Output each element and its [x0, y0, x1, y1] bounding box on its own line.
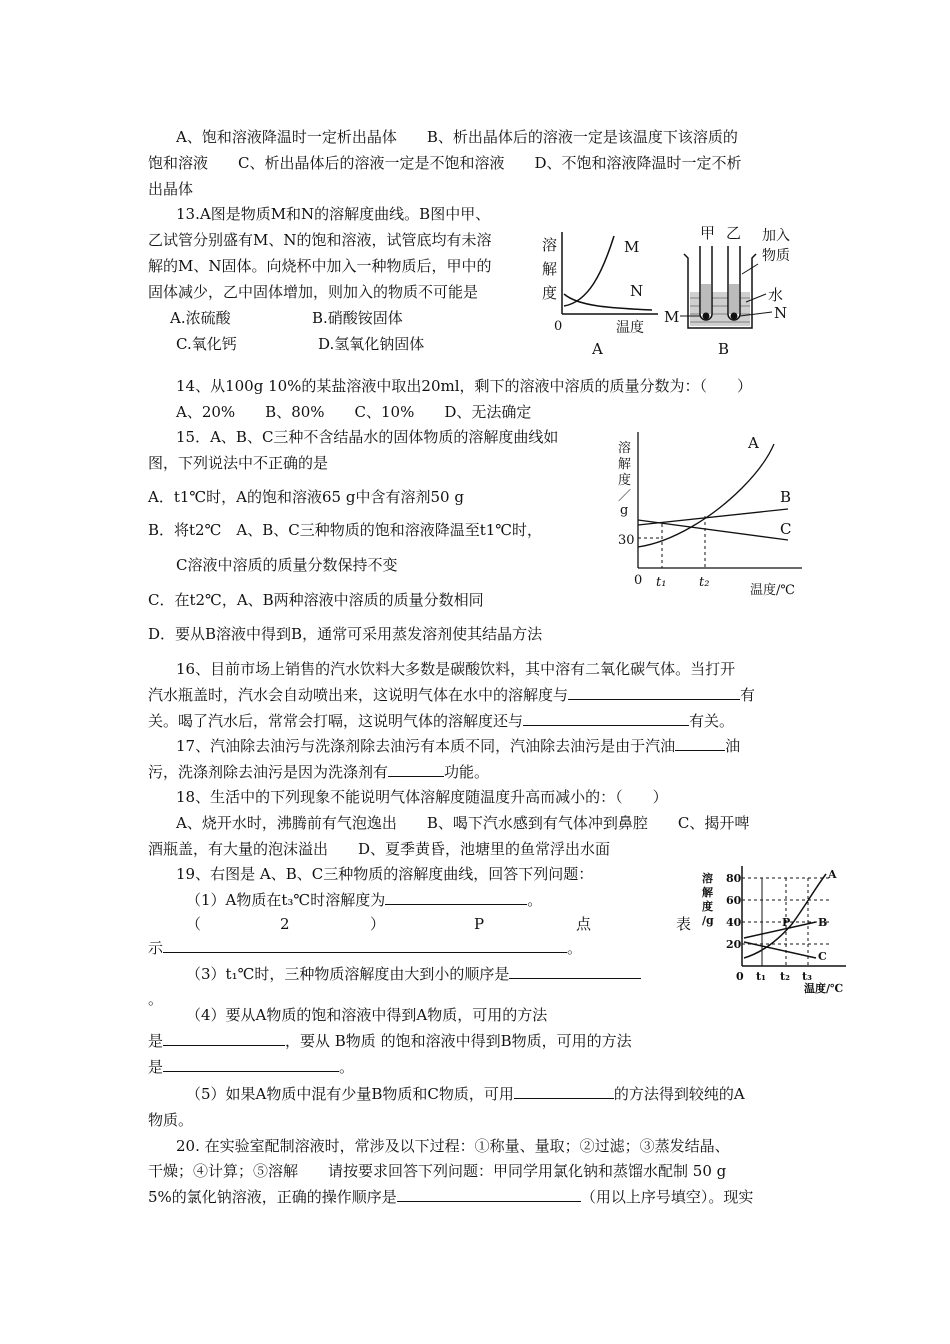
q12-line3: 出晶体: [148, 180, 194, 198]
q16-blank-2[interactable]: [523, 709, 689, 726]
fig-a-curve-m: [564, 236, 614, 306]
q19-sub4-line1: （4）要从A物质的饱和溶液中得到A物质，可用的方法: [186, 1006, 548, 1024]
q17-line2-end: 功能。: [444, 763, 490, 781]
q12-line2: 饱和溶液 C、析出晶体后的溶液一定是不饱和溶液 D、不饱和溶液降温时一定不析: [148, 154, 742, 172]
q19-sub3-text: （3）t₁℃时，三种物质溶解度由大到小的顺序是: [186, 965, 510, 983]
q13-figure-b: [662, 220, 798, 360]
q19-ytick-40: 40: [726, 916, 742, 929]
q13-line2: 乙试管分别盛有M、N的饱和溶液，试管底均有未溶: [148, 231, 492, 249]
q18-stem: 18、生活中的下列现象不能说明气体溶解度随温度升高而减小的：（ ）: [176, 788, 668, 806]
q16-line1: 16、目前市场上销售的汽水饮料大多数是碳酸饮料，其中溶有二氧化碳气体。当打开: [176, 660, 736, 678]
q19-ylabel-1: 溶: [702, 872, 713, 885]
q15-label-a: A: [748, 434, 759, 452]
q19-blank-3[interactable]: [509, 962, 641, 979]
q16-line3-end: 有关。: [689, 712, 735, 730]
q18-options-1: A、烧开水时，沸腾前有气泡逸出 B、喝下汽水感到有气体冲到鼻腔 C、揭开啤: [176, 814, 750, 832]
q20-line3: [148, 1184, 753, 1210]
q19-label-c: C: [818, 950, 827, 963]
q19-ylabel-3: 度: [702, 900, 713, 913]
q19-sub5-line2: 物质。: [148, 1111, 194, 1129]
q13-option-c: C.氧化钙: [176, 335, 237, 353]
fig-b-water-label: 水: [768, 286, 784, 304]
q19-sub2-p: P: [474, 915, 485, 933]
q14-options: A、20% B、80% C、10% D、无法确定: [176, 403, 532, 421]
fig-a-ylabel-1: 溶: [542, 236, 558, 254]
q19-blank-2[interactable]: [163, 936, 567, 953]
q19-sub1-end: 。: [527, 891, 543, 909]
q17-line1-end: 油: [725, 737, 741, 755]
q19-sub5-line1: [186, 1081, 745, 1107]
q15-xtick-t1: t₁: [656, 575, 667, 590]
fig-a-origin: 0: [554, 319, 563, 334]
q15-ylabel-5: g: [620, 503, 629, 518]
q19-origin: 0: [736, 970, 744, 983]
q15-ylabel-2: 解: [618, 457, 632, 472]
q19-sub4-shi-1: 是: [148, 1032, 164, 1050]
q16-line3: [148, 708, 734, 734]
q17-line1-text: 17、汽油除去油污与洗涤剂除去油污有本质不同，汽油除去油污是由于汽油: [176, 737, 676, 755]
q19-label-a: A: [828, 868, 837, 881]
q16-line2: [148, 682, 755, 708]
fig-a-ylabel-2: 解: [542, 260, 558, 278]
q19-sub2-number: 2: [280, 915, 290, 933]
q17-line2-text: 污，洗涤剂除去油污是因为洗涤剂有: [148, 763, 389, 781]
fig-b-tube-jia: 甲: [700, 224, 716, 242]
fig-b-label-n: N: [774, 304, 788, 322]
fig-b-add-1: 加入: [762, 228, 790, 244]
q20-line1: 20. 在实验室配制溶液时，常涉及以下过程：①称量、量取；②过滤；③蒸发结晶、: [176, 1137, 730, 1155]
q19-blank-4[interactable]: [163, 1029, 285, 1046]
q19-xlabel: 温度/℃: [804, 982, 844, 994]
q15-line1: 15．A、B、C三种不含结晶水的固体物质的溶解度曲线如: [176, 428, 559, 446]
q15-option-b1: B．将t2℃ A、B、C三种物质的饱和溶液降温至t1℃时，: [148, 521, 543, 539]
q19-blank-6[interactable]: [514, 1082, 614, 1099]
q13-line4: 固体减少，乙中固体增加，则加入的物质不可能是: [148, 283, 479, 301]
q19-sub1-text: （1）A物质在t₃℃时溶解度为: [186, 891, 386, 909]
q19-sub4-shi-2: 是: [148, 1058, 164, 1076]
q16-line2-text: 汽水瓶盖时，汽水会自动喷出来，这说明气体在水中的溶解度与: [148, 686, 569, 704]
fig-b-caption: B: [718, 340, 730, 358]
q19-sub3: [186, 961, 641, 987]
q15-option-d: D．要从B溶液中得到B，通常可采用蒸发溶剂使其结晶方法: [148, 625, 543, 643]
q19-sub2-paren-close: ）: [370, 915, 386, 933]
q15-curve-a: [638, 444, 774, 547]
q15-xlabel: 温度/℃: [750, 583, 795, 598]
q15-ylabel-4: ／: [618, 489, 632, 504]
q15-line2: 图，下列说法中不正确的是: [148, 454, 329, 472]
q19-sub4-line3: [148, 1054, 354, 1080]
q15-solubility-chart: [612, 428, 808, 598]
q15-curve-c: [638, 520, 788, 540]
q19-sub2-paren-open: （: [186, 915, 202, 933]
q13-figure-a: [538, 222, 662, 360]
q15-ylabel-1: 溶: [618, 441, 632, 456]
q19-solubility-chart: [700, 862, 850, 994]
q19-sub4-end: 。: [339, 1058, 355, 1076]
q12-line1: A、饱和溶液降温时一定析出晶体 B、析出晶体后的溶液一定是该温度下该溶质的: [176, 128, 738, 146]
q19-label-b: B: [818, 916, 828, 929]
q19-blank-5[interactable]: [163, 1055, 339, 1072]
fig-a-caption: A: [592, 340, 603, 358]
q19-ylabel-2: 解: [702, 886, 713, 899]
q15-option-a: A．t1℃时，A的饱和溶液65 g中含有溶剂50 g: [148, 488, 464, 506]
q19-stem: 19、右图是 A、B、C三种物质的溶解度曲线，回答下列问题：: [176, 865, 594, 883]
fig-b-label-m: M: [664, 308, 680, 326]
q16-line3-text: 关。喝了汽水后，常常会打嗝，这说明气体的溶解度还与: [148, 712, 524, 730]
q13-option-a: A.浓硫酸: [170, 309, 231, 327]
fig-b-tube-yi: 乙: [726, 224, 742, 242]
fig-b-water: [690, 292, 750, 326]
q19-sub3-end: 。: [148, 990, 164, 1008]
fig-a-xlabel: 温度: [616, 320, 644, 336]
q16-blank-1[interactable]: [568, 683, 740, 700]
q15-xtick-t2: t₂: [699, 575, 710, 590]
q19-label-p: P: [782, 916, 791, 929]
q19-sub2-shi: 示: [148, 939, 164, 957]
q19-xtick-t1: t₁: [756, 970, 766, 983]
q19-ytick-60: 60: [726, 894, 742, 907]
q20-blank-1[interactable]: [397, 1185, 581, 1202]
fig-a-label-m: M: [624, 238, 640, 256]
q18-options-2: 酒瓶盖，有大量的泡沫溢出 D、夏季黄昏，池塘里的鱼常浮出水面: [148, 840, 611, 858]
fig-b-solid-n: [731, 313, 738, 320]
q17-blank-2[interactable]: [388, 760, 444, 777]
q19-sub2-dian: 点: [576, 915, 592, 933]
q19-sub4-line2: [148, 1028, 632, 1054]
q19-sub2-line2: [148, 935, 582, 961]
q13-option-d: D.氢氧化钠固体: [318, 335, 425, 353]
q19-xtick-t2: t₂: [780, 970, 790, 983]
q15-label-b: B: [780, 488, 792, 506]
q19-sub2-end: 。: [567, 939, 583, 957]
q17-blank-1[interactable]: [675, 734, 725, 751]
q19-sub5-text: （5）如果A物质中混有少量B物质和C物质，可用: [186, 1085, 514, 1103]
q19-sub2-biao: 表: [676, 915, 692, 933]
q16-line2-end: 有: [740, 686, 756, 704]
q17-line1: [176, 733, 740, 759]
fig-b-add-2: 物质: [762, 248, 790, 264]
fig-a-label-n: N: [630, 282, 644, 300]
q13-line1: 13.A图是物质M和N的溶解度曲线。B图中甲、: [176, 205, 491, 223]
q19-ylabel-4: /g: [702, 914, 714, 927]
q19-blank-1[interactable]: [385, 888, 527, 905]
q15-label-c: C: [780, 520, 792, 538]
q19-sub1: [186, 887, 542, 913]
q15-ytick-30: 30: [618, 533, 635, 548]
q15-ylabel-3: 度: [618, 473, 632, 488]
q20-line2: 干燥；④计算；⑤溶解 请按要求回答下列问题：甲同学用氯化钠和蒸馏水配制 50 g: [148, 1162, 727, 1180]
q19-sub4-mid: ，要从 B物质 的饱和溶液中得到B物质，可用的方法: [285, 1032, 632, 1050]
q17-line2: [148, 759, 489, 785]
q19-sub5-rest: 的方法得到较纯的A: [613, 1085, 745, 1103]
fig-b-solid-m: [703, 313, 710, 320]
q19-ytick-80: 80: [726, 872, 742, 885]
q15-option-c: C．在t2℃，A、B两种溶液中溶质的质量分数相同: [148, 591, 484, 609]
q13-line3: 解的M、N固体。向烧杯中加入一种物质后，甲中的: [148, 257, 492, 275]
fig-a-ylabel-3: 度: [542, 284, 558, 302]
q20-line3-end: （用以上序号填空）。现实: [580, 1188, 754, 1206]
q20-line3-text: 5%的氯化钠溶液，正确的操作顺序是: [148, 1188, 397, 1206]
q14-stem: 14、从100g 10%的某盐溶液中取出20ml，剩下的溶液中溶质的质量分数为：（ ）: [176, 377, 753, 395]
q15-origin: 0: [634, 573, 643, 588]
q19-ytick-20: 20: [726, 938, 742, 951]
q19-xtick-t3: t₃: [802, 970, 812, 983]
q13-option-b: B.硝酸铵固体: [312, 309, 403, 327]
q15-option-b2: C溶液中溶质的质量分数保持不变: [176, 556, 398, 574]
